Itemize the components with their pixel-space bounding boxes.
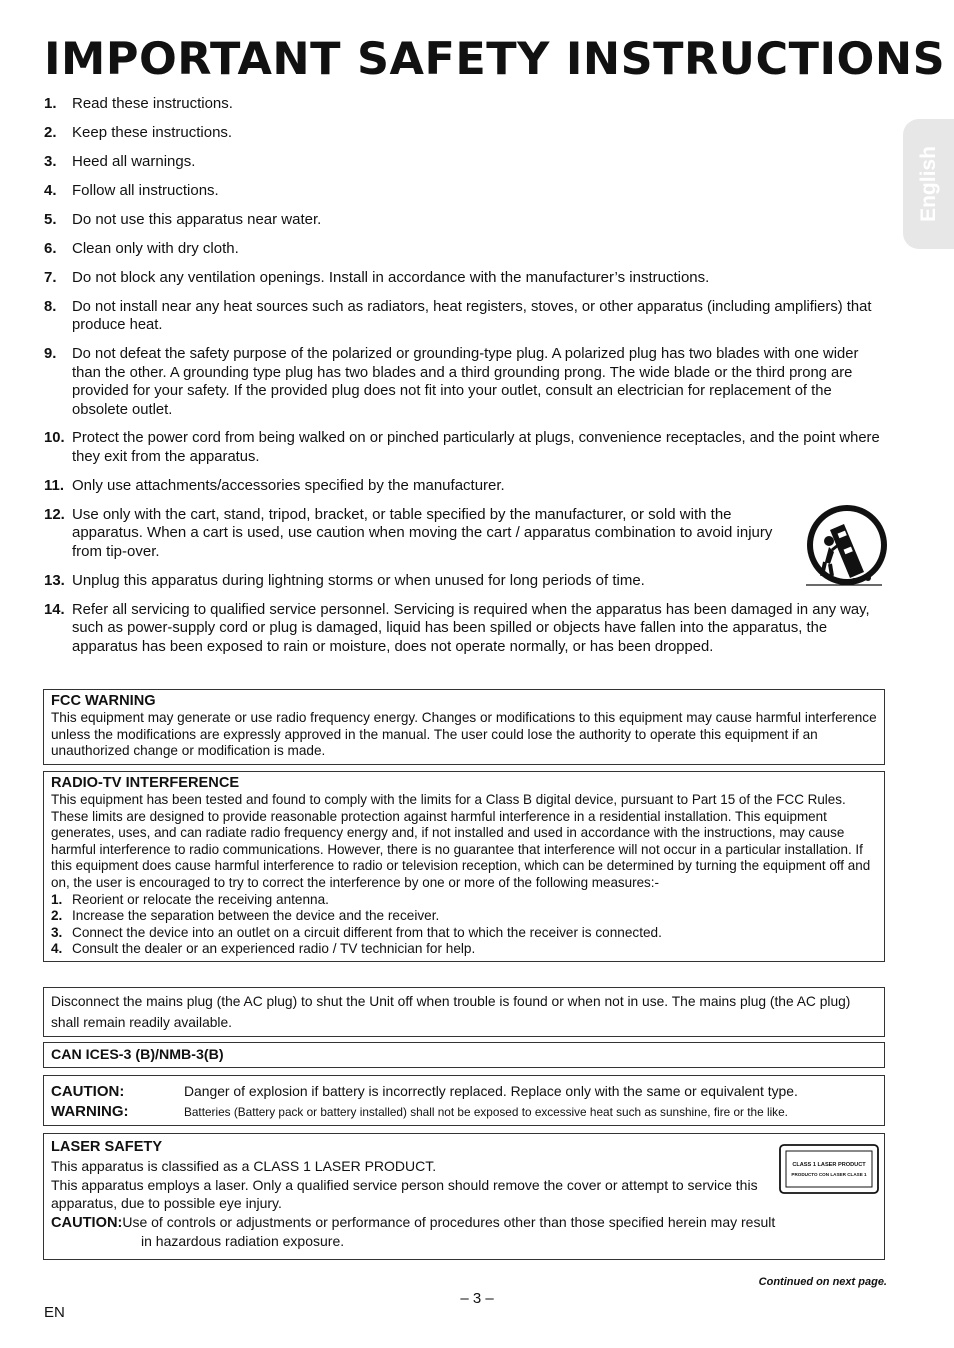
radio-tv-interference-heading: RADIO-TV INTERFERENCE [51,775,240,791]
item-number: 11. [44,476,65,494]
measure-number: 1. [51,891,63,907]
item-number: 12. [44,505,65,523]
caution-row [51,1081,877,1102]
caution-warning-box [43,1075,885,1126]
item-number: 9. [44,346,57,363]
item-text: Keep these instructions. [72,123,233,141]
item-text: Do not defeat the safety purpose of the polarized or grounding-type plug. A polarized plug has two blades with one wider than the other. A grounding type plug has two blades and a third grounding prong. The wide blade or the third prong are provided for your safety. If the provided plug does not fit into your outlet, consult an electrician for replacement of the obsolete outlet. [72,346,859,418]
list-item [44,477,886,496]
list-item [44,269,886,288]
item-number: 8. [44,298,57,315]
laser-safety-heading: LASER SAFETY [51,1139,163,1155]
item-number: 14. [44,601,65,618]
item-number: 4. [44,181,57,199]
measure-item [51,892,879,909]
item-text: Use only with the cart, stand, tripod, bracket, or table specified by the manufacturer, or sold with the apparatus. When a cart is used, use caution when moving the cart / apparatus combination to avoid injury from tip-over. [72,505,773,560]
item-number: 1. [44,95,57,112]
warning-row [51,1102,877,1122]
measure-text: Reorient or relocate the receiving antenna. [72,891,329,907]
laser-class-text: This apparatus is classified as a CLASS 1 LASER PRODUCT. [51,1158,437,1174]
item-text: Only use attachments/accessories specified by the manufacturer. [72,476,505,494]
mains-plug-notice-box [43,987,885,1037]
laser-safety-box [43,1133,885,1260]
list-item [44,211,886,230]
measure-text: Consult the dealer or an experienced radio / TV technician for help. [72,941,476,957]
radio-tv-interference-box [43,771,885,962]
item-text: Do not install near any heat sources such as radiators, heat registers, stoves, or other apparatus (including amplifiers) that produce heat. [72,298,872,334]
language-code: EN [44,1304,65,1321]
language-tab-label: English [916,146,940,222]
item-text: Unplug this apparatus during lightning storms or when unused for long periods of time. [72,571,645,589]
class-1-laser-product-label [779,1144,879,1194]
list-item [44,182,886,201]
measure-number: 2. [51,908,63,924]
safety-instructions-list [44,95,886,657]
warning-text: Batteries (Battery pack or battery installed) shall not be exposed to excessive heat such as sunshine, fire or the like. [184,1105,788,1119]
item-number: 7. [44,268,57,286]
fcc-warning-heading: FCC WARNING [51,693,156,709]
measure-item [51,908,879,925]
list-item [44,124,886,143]
measure-number: 4. [51,941,63,957]
list-item [44,345,886,419]
radio-tv-interference-text: This equipment has been tested and found to comply with the limits for a Class B digital device, pursuant to Part 15 of the FCC Rules. These limits are designed to provide reasonable protection against harmful interference in a residential installation. This equipment generates, uses, and can radiate radio frequency energy and, if not installed and used in accordance with the instructions, may cause harmful interference to radio communications. However, there is no guarantee that interference will not occur in a particular installation. If this equipment does cause harmful interference to radio or television reception, which can be determined by turning the equipment off and on, the user is encouraged to try to correct the interference by one or more of the following measures:- [51,792,871,890]
laser-caution-label: CAUTION: [51,1214,123,1231]
item-number: 10. [44,430,65,447]
list-item [44,572,886,591]
item-text: Protect the power cord from being walked on or pinched particularly at plugs, convenience receptacles, and the point where they exit from the apparatus. [72,430,880,466]
caution-label: CAUTION: [51,1083,125,1100]
fcc-warning-box [43,689,885,765]
laser-label-line-1: CLASS 1 LASER PRODUCT [792,1162,866,1168]
item-number: 3. [44,152,57,170]
measure-text: Increase the separation between the device and the receiver. [72,908,440,924]
item-text: Follow all instructions. [72,181,219,199]
caution-text: Danger of explosion if battery is incorrectly replaced. Replace only with the same or equivalent type. [184,1083,798,1099]
laser-label-line-2: PRODUCTO CON LASER CLASE 1 [791,1172,867,1177]
laser-caution-text-continued: in hazardous radiation exposure. [141,1233,345,1250]
mains-plug-notice-text: Disconnect the mains plug (the AC plug) to shut the Unit off when trouble is found or when not in use. The mains plug (the AC plug) shall remain readily available. [51,994,851,1030]
item-text: Do not block any ventilation openings. Install in accordance with the manufacturer’s instructions. [72,268,710,286]
item-text: Do not use this apparatus near water. [72,210,322,228]
item-number: 13. [44,571,65,589]
measure-number: 3. [51,924,63,940]
page-title: IMPORTANT SAFETY INSTRUCTIONS [44,34,946,85]
laser-service-text: This apparatus employs a laser. Only a qualified service person should remove the cover or attempt to service this apparatus, due to possible eye injury. [51,1176,758,1212]
page-number: – 3 – [460,1290,494,1307]
list-item [44,506,886,562]
item-text: Clean only with dry cloth. [72,239,239,257]
item-text: Refer all servicing to qualified service personnel. Servicing is required when the apparatus has been damaged in any way, such as power-supply cord or plug is damaged, liquid has been spilled or objects have fallen into the apparatus, the apparatus has been exposed to rain or moisture, does not operate normally, or has been dropped. [72,601,870,655]
list-item [44,95,886,114]
measure-item [51,941,879,958]
measure-text: Connect the device into an outlet on a circuit different from that to which the receiver is connected. [72,924,662,940]
language-tab [903,119,954,249]
item-number: 6. [44,239,57,257]
can-ices-box [43,1042,885,1068]
cart-tip-over-warning-icon [802,502,888,588]
laser-caution-text: Use of controls or adjustments or performance of procedures other than those specified herein may result [122,1213,776,1230]
list-item [44,240,886,259]
laser-caution-row [51,1213,878,1233]
warning-label: WARNING: [51,1103,129,1120]
list-item [44,601,886,657]
fcc-warning-text: This equipment may generate or use radio frequency energy. Changes or modifications to this equipment may cause harmful interference unless the modifications are expressly approved in the manual. The user could lose the authority to operate this equipment if an unauthorized change or modification is made. [51,710,877,759]
list-item [44,298,886,335]
item-text: Read these instructions. [72,95,233,112]
item-text: Heed all warnings. [72,152,196,170]
continued-notice: Continued on next page. [758,1276,887,1288]
item-number: 5. [44,210,57,228]
list-item [44,153,886,172]
list-item [44,429,886,466]
can-ices-text: CAN ICES-3 (B)/NMB-3(B) [51,1047,224,1063]
item-number: 2. [44,123,57,141]
measure-item [51,925,879,942]
